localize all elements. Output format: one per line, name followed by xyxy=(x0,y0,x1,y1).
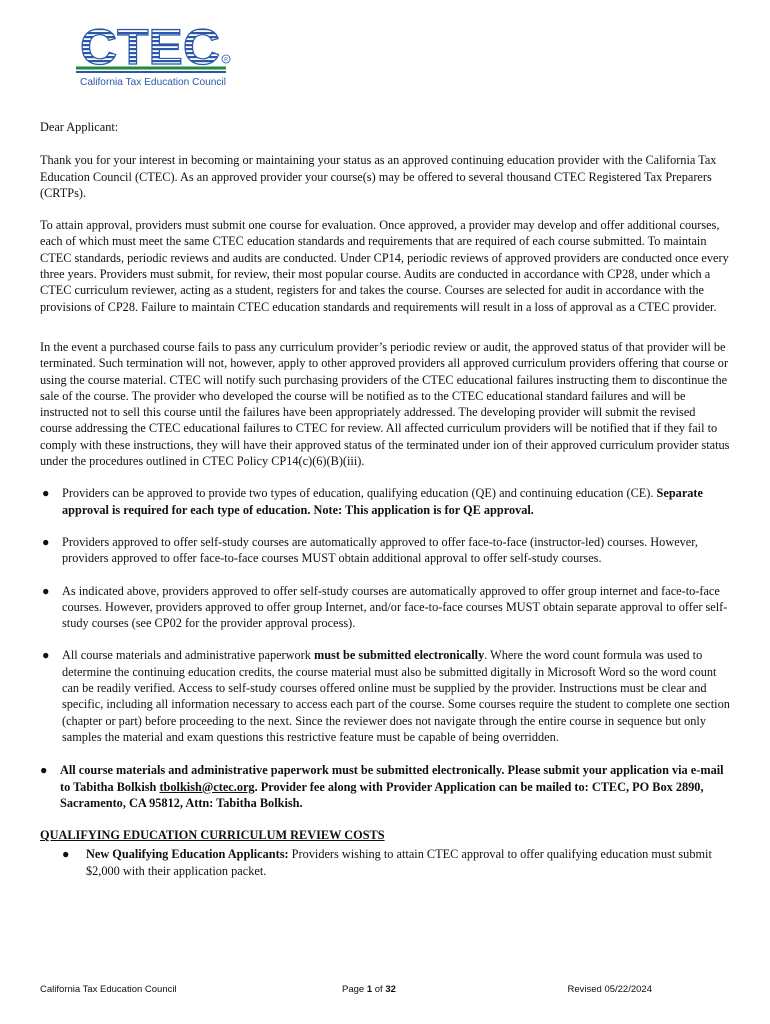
bullet-icon: ● xyxy=(42,486,50,501)
bullet-item-group-internet xyxy=(40,583,730,632)
footer-revised-date: Revised 05/22/2024 xyxy=(567,984,652,995)
bullet-bold-text: New Qualifying Education Applicants: xyxy=(86,847,289,862)
bullet-text-cont: . Provider fee along with Provider Application can be mailed to: CTEC, PO Box 2890, Sacramento, CA 95812, Attn: Tabitha Bolkish. xyxy=(60,779,704,810)
footer-page-number: Page 1 of 32 xyxy=(342,984,396,995)
bullet-text: As indicated above, providers approved to offer self-study courses are automatically approved to offer group internet and face-to-face courses. However, providers approved to offer group Internet, and/or face-to-face courses MUST obtain separate approval to offer self-study courses (see CP02 for the provider approval process). xyxy=(62,583,728,631)
bullet-item-submission-contact xyxy=(40,762,730,811)
footer-org: California Tax Education Council xyxy=(40,984,177,995)
bullet-icon: ● xyxy=(40,763,48,778)
logo-subtitle: California Tax Education Council xyxy=(80,76,226,88)
bullet-text: Providers can be approved to provide two types of education, qualifying education (QE) and continuing education (CE). xyxy=(62,486,657,501)
bullet-icon: ● xyxy=(42,534,50,549)
bullet-item-electronic-submission xyxy=(40,647,730,745)
bullet-text: Providers wishing to attain CTEC approval to offer qualifying education must submit $2,000 with their application packet. xyxy=(86,847,712,878)
bullet-bold-text: Separate approval is required for each type of education. Note: This application is for QE approval. xyxy=(62,486,703,517)
email-link[interactable]: tbolkish@ctec.org xyxy=(159,779,255,794)
bullet-text: All course materials and administrative paperwork must be submitted electronically. Please submit your application via e-mail to Tabitha Bolkish xyxy=(60,763,724,794)
ctec-logo xyxy=(74,20,242,92)
intro-paragraph: Thank you for your interest in becoming or maintaining your status as an approved continuing education provider with the California Tax Education Council (CTEC). As an approved provider your course(s) may be offered to several thousand CTEC Registered Tax Preparers (CRTPs). xyxy=(40,153,717,200)
bullet-text: Providers approved to offer self-study courses are automatically approved to offer face-to-face (instructor-led) courses. However, providers approved to offer face-to-face courses MUST obtain additional approval to offer self-study courses. xyxy=(62,534,698,566)
letter-body xyxy=(40,119,730,879)
page-footer xyxy=(40,984,730,998)
bullet-icon: ● xyxy=(42,648,50,663)
salutation: Dear Applicant: xyxy=(40,120,119,134)
ctec-logo-graphic xyxy=(74,20,242,92)
bullet-text-cont: . Where the word count formula was used to determine the continuing education credits, the course material must also be submitted digitally in Microsoft Word so the word count can be readily verified. Access to self-study courses offered online must be supplied by the provider. Instructions must be clear and specific, including all information necessary to access each part of the course. Some courses require the student to complete one section (chapter or part) before proceeding to the next. Since the reviewer does not navigate through the entire course in sequence but only samples the material and exam questions this restrictive feature must be capable of being overridden. xyxy=(62,648,730,744)
costs-heading: QUALIFYING EDUCATION CURRICULUM REVIEW COSTS xyxy=(40,828,385,843)
bullet-item-qe-ce xyxy=(40,485,730,518)
bullet-icon: ● xyxy=(62,847,70,862)
bullet-icon: ● xyxy=(42,583,50,598)
logo-wordmark: CTEC xyxy=(80,20,220,75)
bullet-bold-text: must be submitted electronically xyxy=(314,648,485,663)
approval-paragraph: To attain approval, providers must submit one course for evaluation. Once approved, a provider may develop and offer additional courses, each of which must meet the same CTEC education standards and requirements that are required of each course submitted. To maintain CTEC standards, periodic reviews and audits are conducted. Under CP14, periodic reviews of approved providers are conducted once every three years. Providers must submit, for review, their most popular course. Audits are conducted in accordance with CP28, under which a CTEC curriculum reviewer, acting as a student, registers for and takes the course. Courses are selected for audit in accordance with the provisions of CP28. Failure to maintain CTEC education standards and requirements will result in a loss of approval as a CTEC provider. xyxy=(40,218,729,314)
bullet-item-self-study xyxy=(40,534,730,567)
termination-paragraph: In the event a purchased course fails to pass any curriculum provider’s periodic review or audit, the approved status of that provider will be terminated. Such termination will not, however, apply to other approved providers all approved curriculum providers offering that course or using the course material. CTEC will notify such purchasing providers of the CTEC educational failures instructing them to discontinue the sale of the course. The provider who developed the course will be notified as to the CTEC educational standard failures and will be instructed not to sell this course until the failures have been appropriately addressed. The developing provider will submit the revised course addressing the CTEC educational failures to CTEC for review. All affected curriculum providers will be notified that if they fail to comply with these instructions, they will have their approved status of the terminated under ion of their approved curriculum provider status under the procedures outlined in CTEC Policy CP14(c)(6)(B)(iii). xyxy=(40,339,730,469)
bullet-item-new-qe-applicants xyxy=(40,846,730,879)
registered-mark: R xyxy=(224,57,228,63)
bullet-text: All course materials and administrative paperwork xyxy=(62,648,315,663)
